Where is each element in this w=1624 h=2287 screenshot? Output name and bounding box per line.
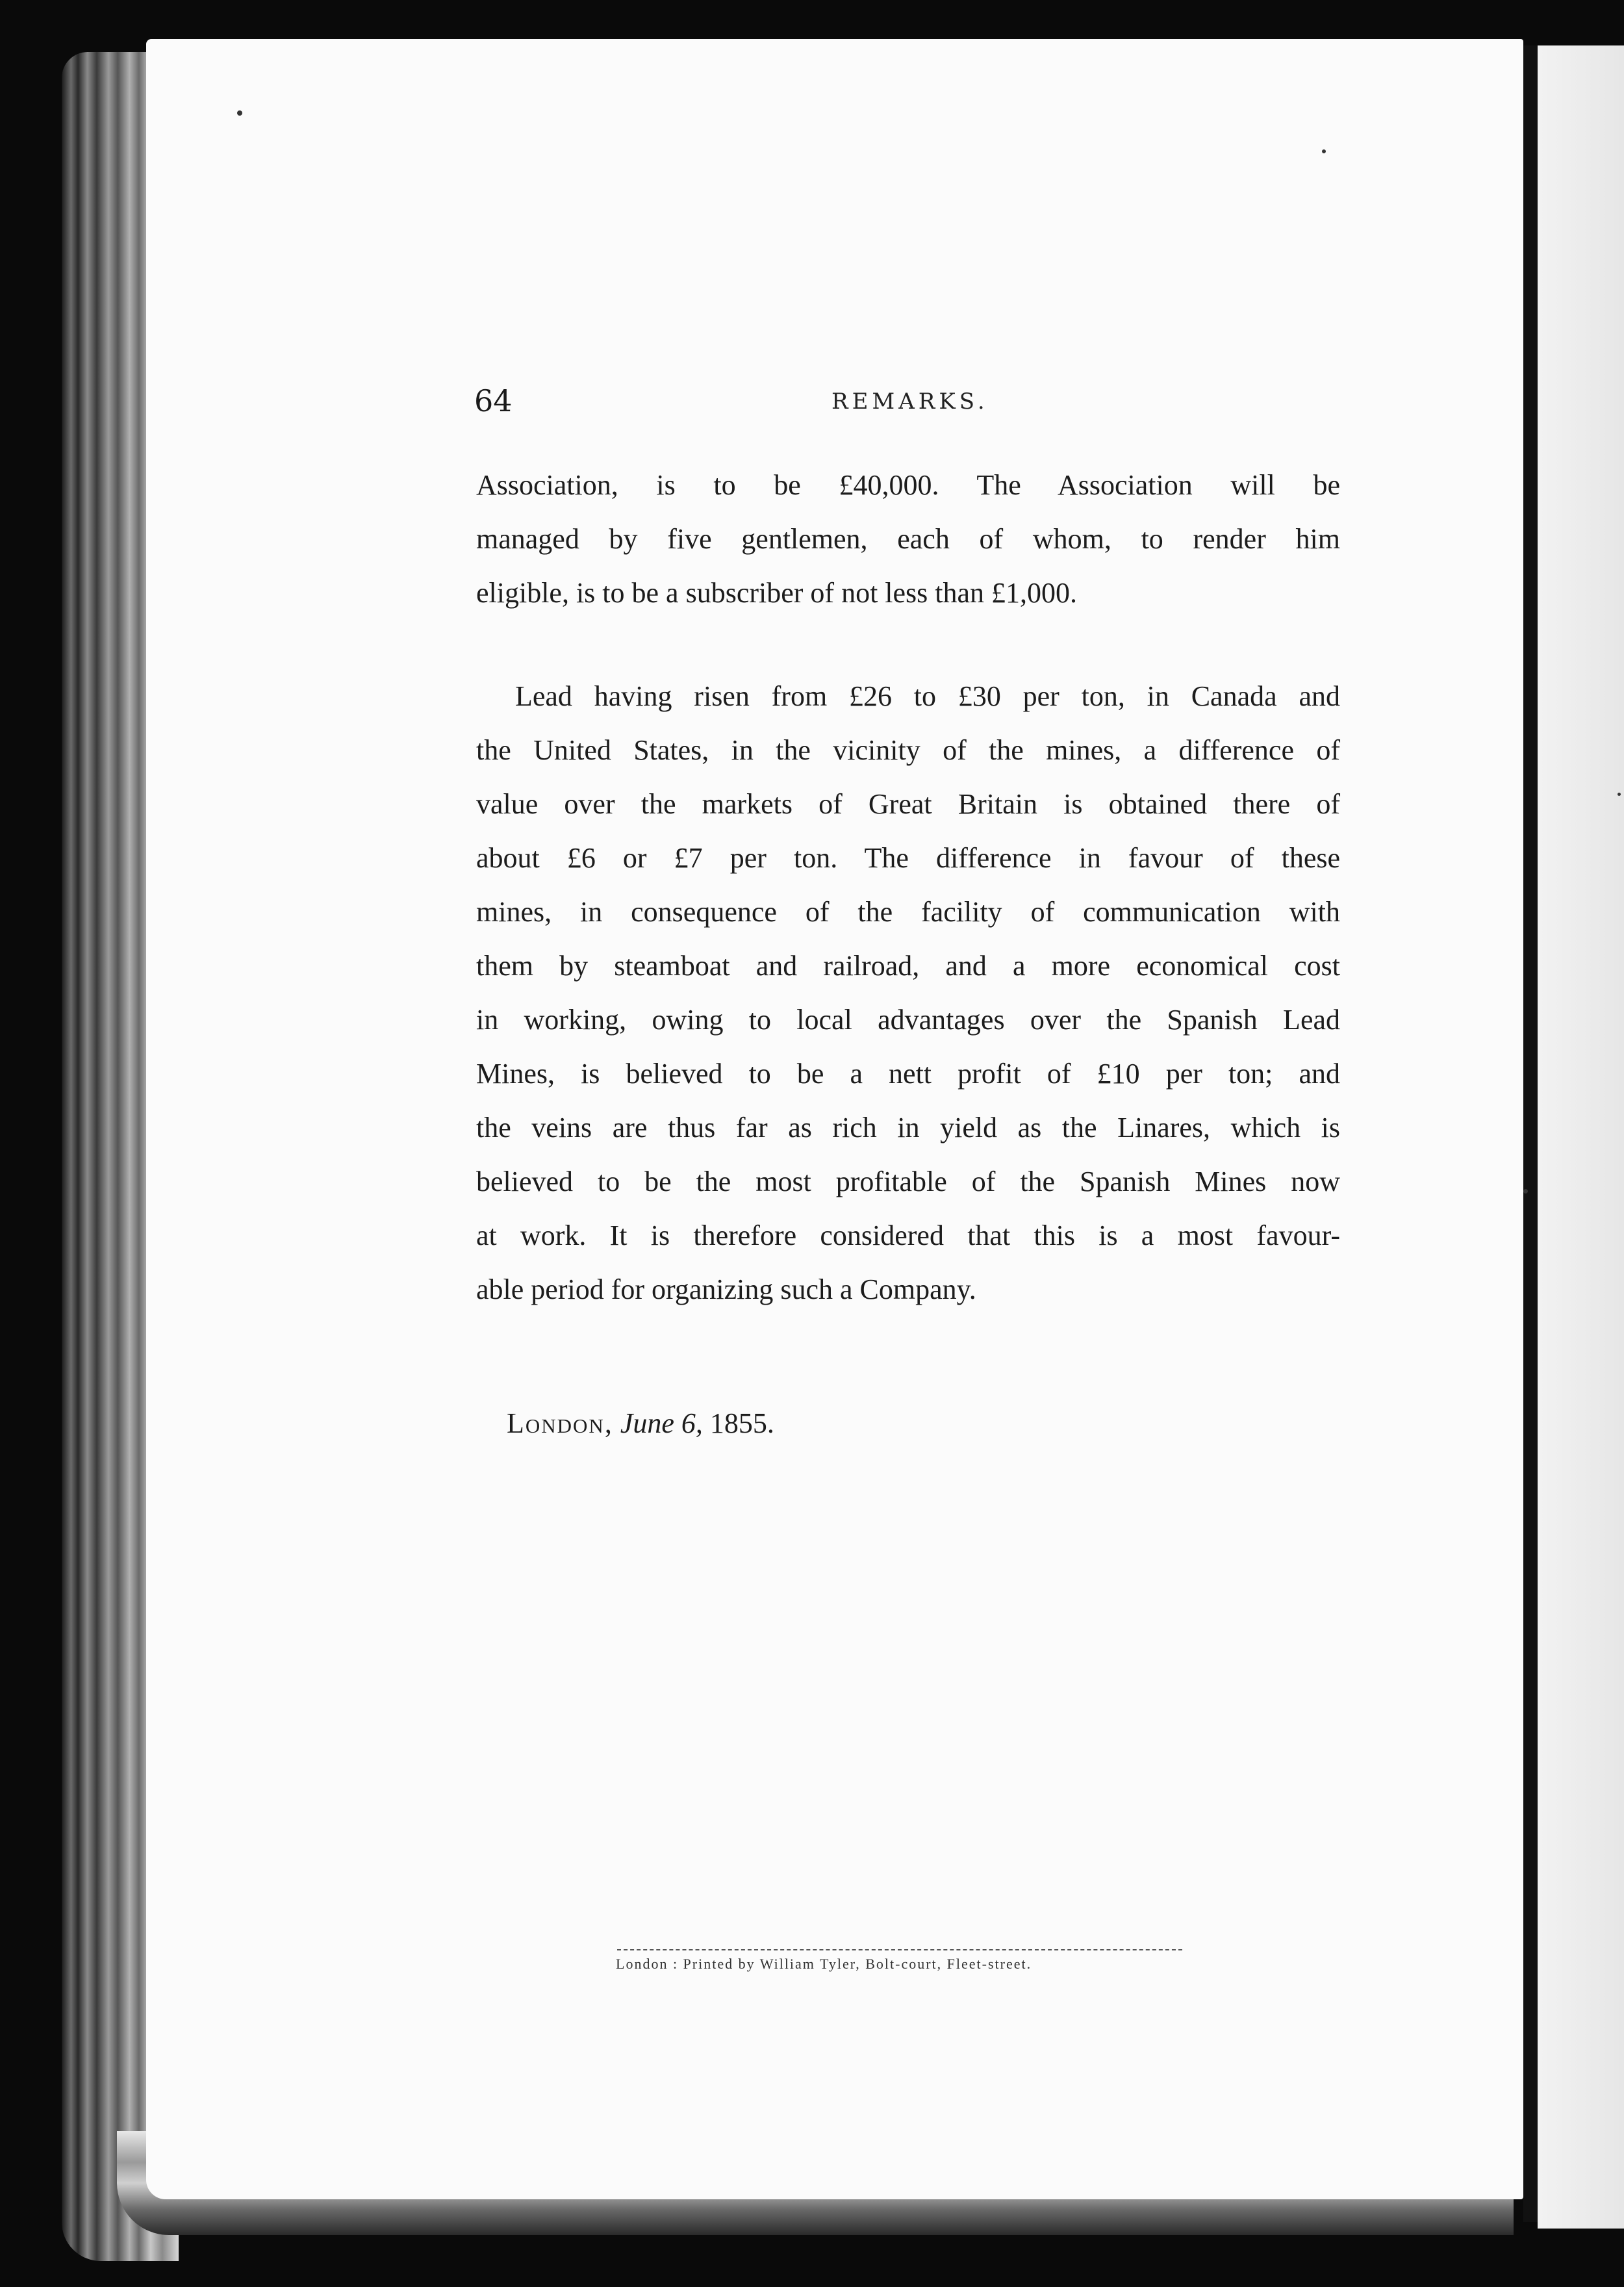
text-line: about £6 or £7 per ton. The difference in favour of these xyxy=(476,842,1340,874)
running-title: REMARKS. xyxy=(831,389,989,415)
text-line: Lead having risen from £26 to £30 per ton, in Canada and xyxy=(515,680,1340,712)
text-line: them by steamboat and railroad, and a more economical cost xyxy=(476,950,1340,982)
scan-speck xyxy=(1618,793,1621,796)
imprint-rule xyxy=(617,1949,1182,1950)
text-line: eligible, is to be a subscriber of not less than £1,000. xyxy=(476,577,1078,609)
scan-speck xyxy=(237,110,242,116)
text-line: the veins are thus far as rich in yield as the Linares, which is xyxy=(476,1112,1340,1144)
printer-imprint: London : Printed by William Tyler, Bolt-court, Fleet-street. xyxy=(616,1956,1032,1972)
text-line: the United States, in the vicinity of the mines, a difference of xyxy=(476,734,1340,766)
text-line: at work. It is therefore considered that this is a most favour- xyxy=(476,1220,1340,1251)
paragraph-1 xyxy=(476,458,1340,620)
text-line: value over the markets of Great Britain is obtained there of xyxy=(476,788,1340,820)
dateline-place: London, xyxy=(507,1407,613,1439)
text-line: Association, is to be £40,000. The Association will be xyxy=(476,469,1340,501)
page-number: 64 xyxy=(474,383,513,418)
running-head xyxy=(0,383,1624,422)
facing-page-strip xyxy=(1538,45,1624,2229)
scan-speck xyxy=(1523,1189,1528,1194)
text-line: Mines, is believed to be a nett profit of £10 per ton; and xyxy=(476,1058,1340,1090)
scan-speck xyxy=(1322,149,1326,153)
text-line: in working, owing to local advantages over the Spanish Lead xyxy=(476,1004,1340,1036)
dateline xyxy=(507,1407,774,1440)
text-line: managed by five gentlemen, each of whom, to render him xyxy=(476,523,1340,555)
gutter-shadow xyxy=(1523,45,1538,2222)
text-line: believed to be the most profitable of the Spanish Mines now xyxy=(476,1166,1340,1197)
dateline-month-day: June 6, xyxy=(620,1407,703,1439)
dateline-year: 1855. xyxy=(709,1407,774,1439)
text-line: mines, in consequence of the facility of communication with xyxy=(476,896,1340,928)
text-line: able period for organizing such a Company. xyxy=(476,1273,976,1305)
paragraph-2 xyxy=(476,669,1340,1316)
